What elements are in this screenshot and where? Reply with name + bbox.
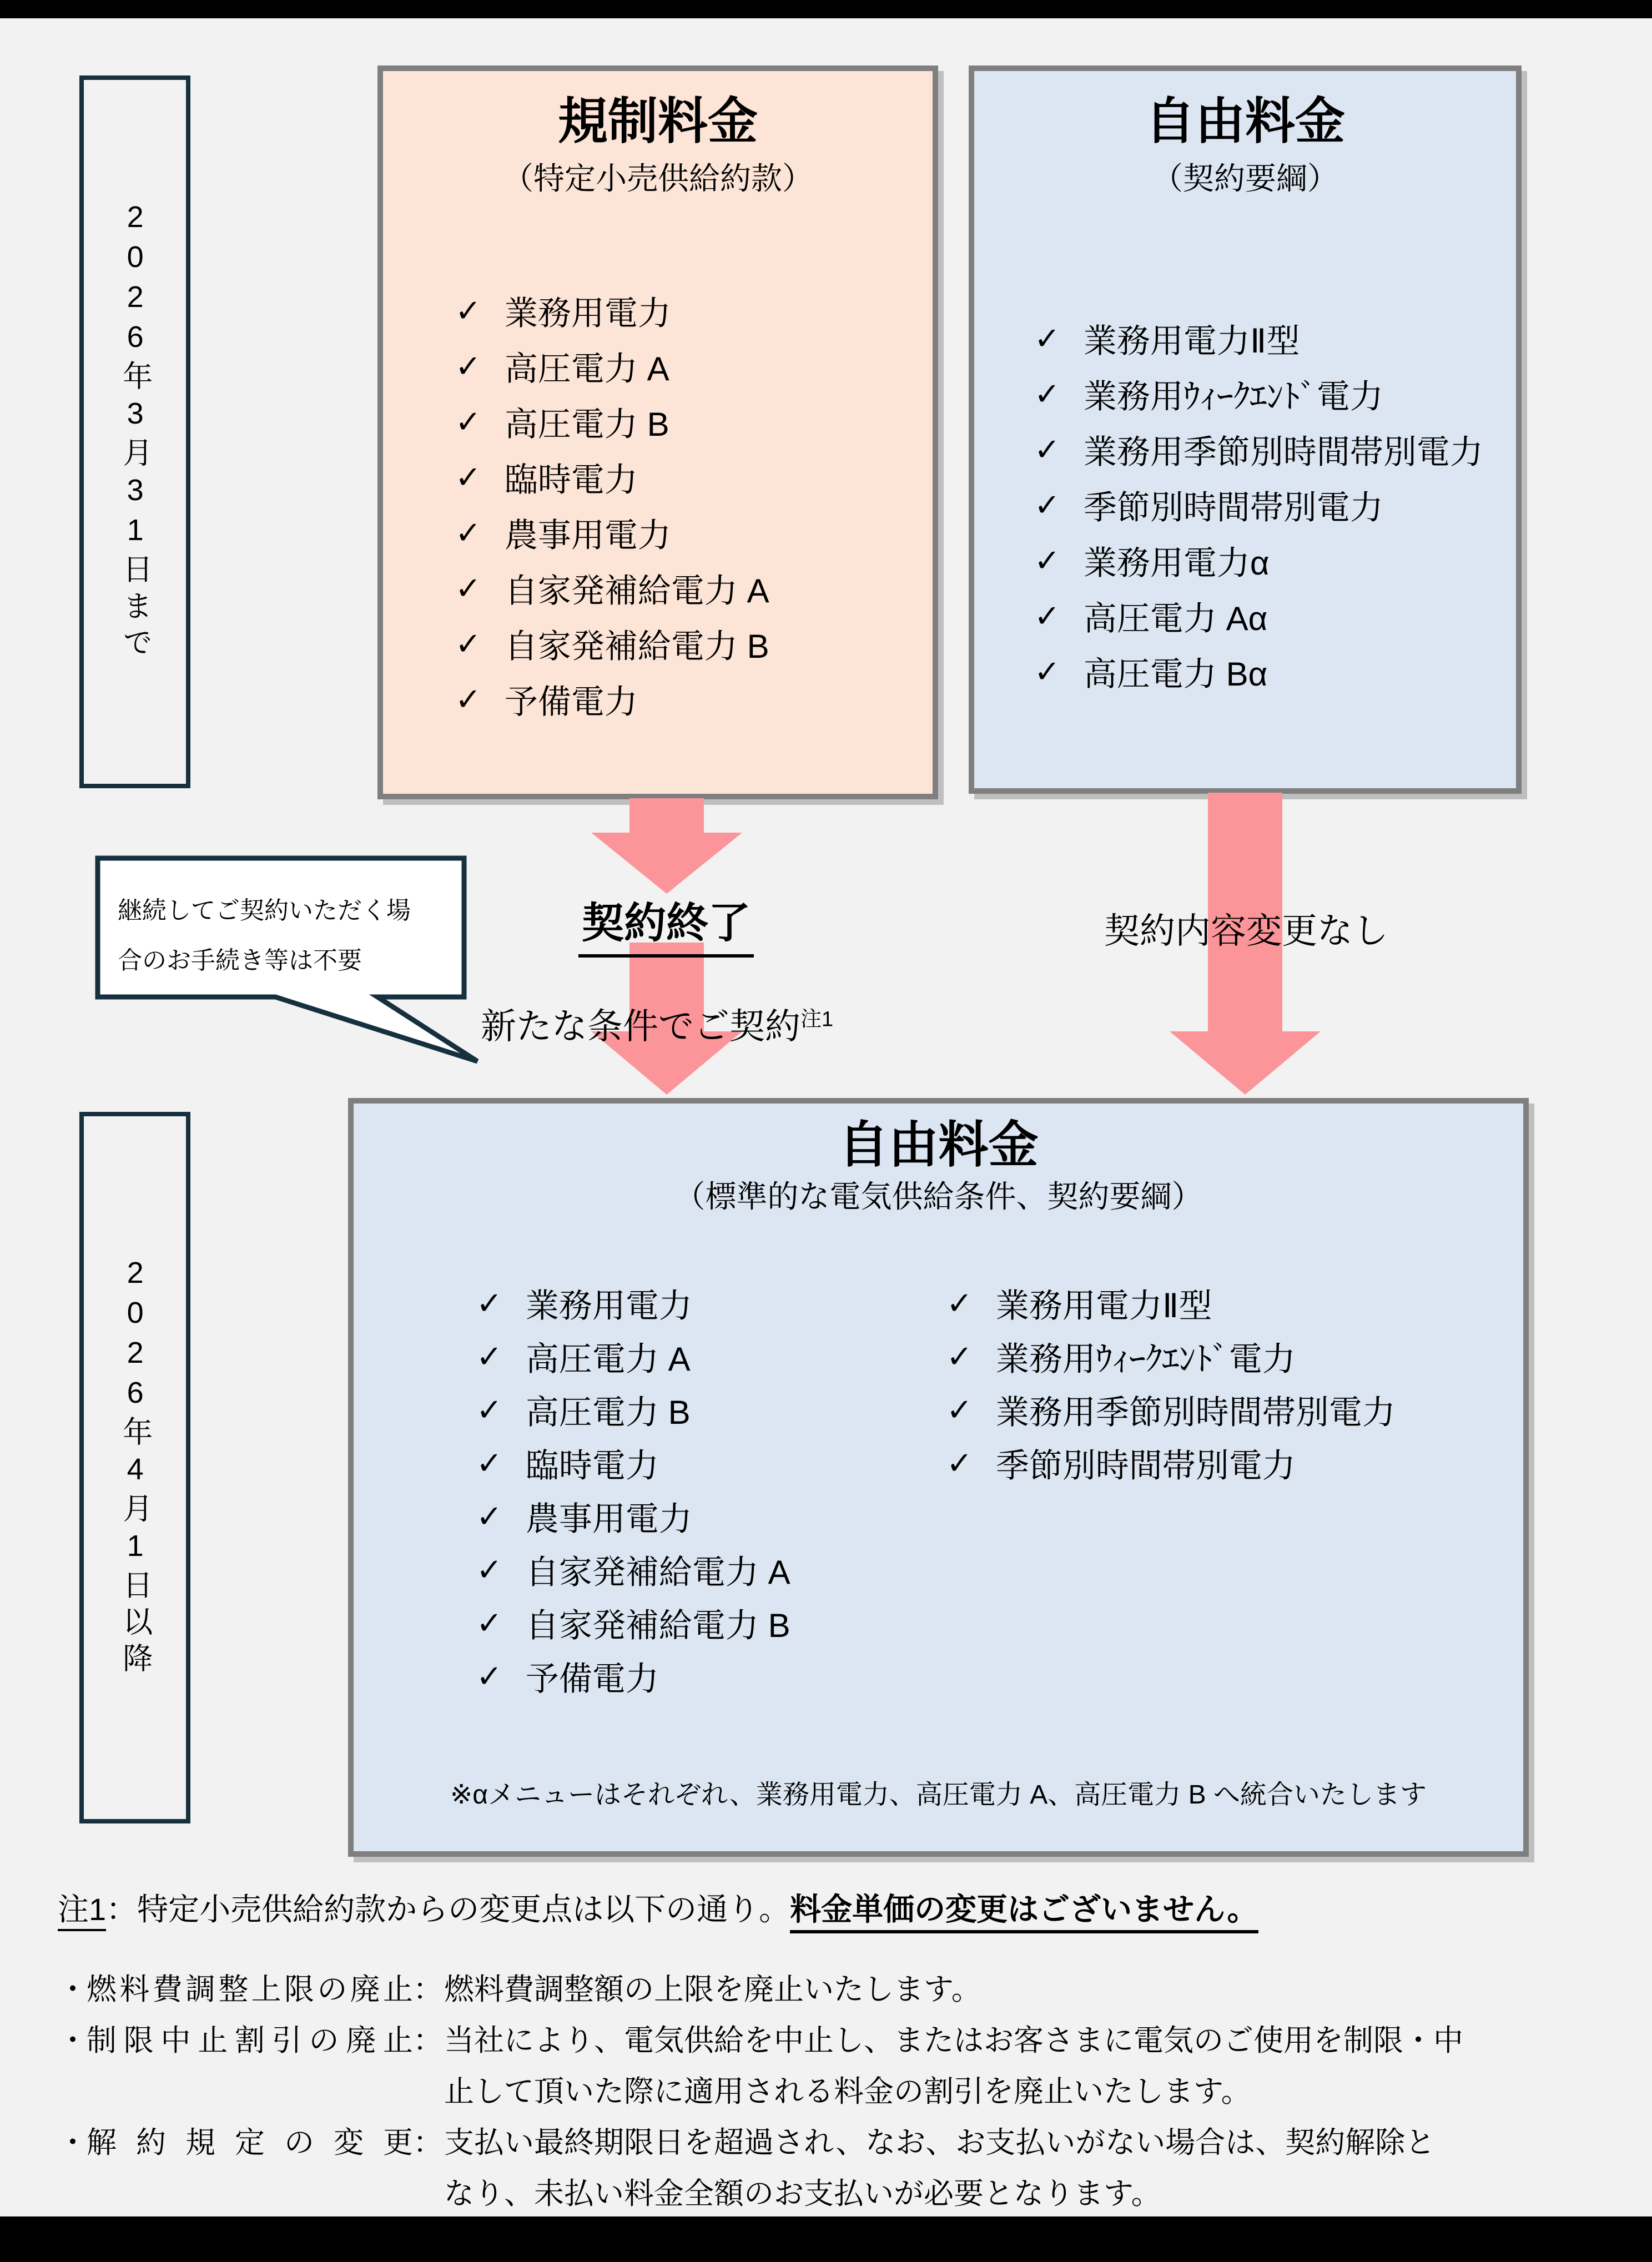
regulated-plan-list — [455, 283, 769, 727]
check-icon: ✓ — [476, 1499, 502, 1534]
plan-label: 農事用電力 — [525, 1500, 692, 1538]
plan-label: 予備電力 — [504, 683, 638, 721]
footnote-bullet — [58, 2117, 1618, 2219]
check-icon: ✓ — [1034, 598, 1060, 633]
plan-item — [1034, 422, 1483, 477]
merged-subtitle: （標準的な電気供給条件、契約要綱） — [674, 1179, 1203, 1214]
bottom-black-bar — [0, 2216, 1652, 2262]
regulated-price-box — [377, 66, 938, 799]
plan-label: 業務用電力α — [1083, 545, 1270, 582]
check-icon: ✓ — [1034, 543, 1060, 578]
plan-label: 季節別時間帯別電力 — [995, 1447, 1296, 1484]
plan-item — [1034, 533, 1483, 588]
free-subtitle: （契約要綱） — [1152, 161, 1338, 196]
contract-end-label — [544, 889, 788, 958]
check-icon: ✓ — [476, 1552, 502, 1587]
check-icon: ✓ — [455, 682, 481, 717]
check-icon: ✓ — [1034, 432, 1060, 467]
plan-label: 自家発補給電力 A — [504, 572, 769, 609]
bullet-colon: ： — [413, 2126, 443, 2159]
plan-label: 業務用電力Ⅱ型 — [1083, 323, 1300, 360]
bullet-dot: ・ — [58, 2024, 88, 2057]
plan-label: 業務用電力 — [504, 295, 671, 332]
timeline-after-box — [79, 1112, 190, 1823]
footnote-headline — [58, 1888, 1618, 1931]
merged-title: 自由料金 — [838, 1117, 1039, 1173]
plan-label: 業務用ｳｨｰｸｴﾝﾄﾞ電力 — [1083, 378, 1383, 415]
plan-label: 自家発補給電力 A — [525, 1554, 790, 1591]
bullet-colon: ： — [413, 1973, 443, 2006]
bullet-label: 燃料費調整上限の廃止 — [87, 1973, 413, 2006]
footnote-bullet — [58, 1964, 1618, 2015]
plan-label: 自家発補給電力 B — [525, 1607, 790, 1644]
free-title: 自由料金 — [1145, 94, 1345, 149]
plan-item — [946, 1277, 1396, 1330]
plan-label: 高圧電力 A — [525, 1341, 691, 1378]
check-icon: ✓ — [1034, 654, 1060, 689]
plan-label: 業務用電力 — [525, 1287, 692, 1324]
plan-label: 高圧電力 A — [504, 350, 669, 387]
new-conditions-text: 新たな条件でご契約 — [481, 1006, 800, 1046]
timeline-after-label: 2026年4月1日以降 — [118, 1256, 152, 1679]
bullet-label: 制限中止割引の廃止 — [87, 2024, 413, 2057]
plan-label: 業務用ｳｨｰｸｴﾝﾄﾞ電力 — [995, 1341, 1296, 1378]
plan-label: 高圧電力 Aα — [1083, 600, 1268, 637]
plan-item — [476, 1490, 790, 1543]
plan-label: 業務用電力Ⅱ型 — [995, 1287, 1212, 1324]
plan-item — [455, 450, 769, 505]
plan-item — [1034, 366, 1483, 422]
plan-label: 高圧電力 B — [525, 1394, 691, 1431]
check-icon: ✓ — [476, 1392, 502, 1427]
plan-label: 業務用季節別時間帯別電力 — [995, 1394, 1396, 1431]
bullet-dot: ・ — [58, 2126, 88, 2159]
check-icon: ✓ — [455, 626, 481, 661]
check-icon: ✓ — [946, 1445, 973, 1480]
plan-label: 農事用電力 — [504, 517, 671, 554]
bullet-dot: ・ — [58, 1973, 88, 2006]
plan-item — [946, 1330, 1396, 1383]
plan-item — [476, 1650, 790, 1703]
check-icon: ✓ — [946, 1339, 973, 1374]
plan-label: 高圧電力 B — [504, 406, 669, 443]
check-icon: ✓ — [476, 1445, 502, 1480]
bullet-label: 解約規定の変更 — [87, 2126, 413, 2159]
check-icon: ✓ — [476, 1605, 502, 1640]
plan-label: 高圧電力 Bα — [1083, 656, 1268, 693]
new-conditions-label — [481, 998, 833, 1049]
footnote-bullets — [58, 1964, 1618, 2219]
merged-right-plan-list — [946, 1277, 1396, 1490]
plan-item — [1034, 311, 1483, 366]
check-icon: ✓ — [1034, 376, 1060, 411]
plan-label: 季節別時間帯別電力 — [1083, 489, 1383, 526]
check-icon: ✓ — [946, 1286, 973, 1321]
regulated-down-arrow-top-icon — [591, 798, 742, 894]
bullet-colon: ： — [413, 2024, 443, 2057]
bullet-description: 当社により、電気供給を中止し、またはお客さまに電気のご使用を制限・中 止して頂いた際に適用される料金の割引を廃止いたします。 — [444, 2024, 1463, 2108]
plan-item — [455, 394, 769, 450]
check-icon: ✓ — [476, 1286, 502, 1321]
merged-left-plan-list — [476, 1277, 790, 1703]
top-black-bar — [0, 0, 1652, 18]
merged-free-price-box — [348, 1098, 1529, 1857]
plan-item — [476, 1383, 790, 1437]
plan-item — [476, 1543, 790, 1596]
plan-label: 自家発補給電力 B — [504, 628, 769, 665]
plan-item — [455, 505, 769, 561]
check-icon: ✓ — [946, 1392, 973, 1427]
check-icon: ✓ — [455, 571, 481, 606]
regulated-title: 規制料金 — [558, 94, 758, 149]
bullet-description: 燃料費調整額の上限を廃止いたします。 — [444, 1973, 981, 2006]
check-icon: ✓ — [1034, 321, 1060, 356]
plan-item — [455, 283, 769, 339]
check-icon: ✓ — [455, 293, 481, 328]
check-icon: ✓ — [455, 515, 481, 550]
check-icon: ✓ — [476, 1339, 502, 1374]
check-icon: ✓ — [476, 1659, 502, 1694]
regulated-subtitle: （特定小売供給約款） — [502, 161, 813, 196]
plan-item — [455, 339, 769, 394]
check-icon: ✓ — [1034, 487, 1060, 522]
free-price-box — [969, 66, 1522, 794]
free-plan-list — [1034, 311, 1483, 699]
footnote-ref: 注1 — [58, 1892, 106, 1931]
plan-item — [1034, 477, 1483, 533]
plan-item — [476, 1437, 790, 1490]
footnote-lead: ：特定小売供給約款からの変更点は以下の通り。 — [106, 1892, 790, 1927]
alpha-merge-note: ※αメニューはそれぞれ、業務用電力、高圧電力 A、高圧電力 B へ統合いたします — [450, 1780, 1427, 1810]
footnote-emphasis: 料金単価の変更はございません。 — [790, 1892, 1258, 1933]
plan-item — [1034, 588, 1483, 644]
footnote-ref-superscript: 注1 — [800, 1007, 834, 1031]
plan-label: 臨時電力 — [525, 1447, 659, 1484]
plan-item — [476, 1330, 790, 1383]
check-icon: ✓ — [455, 404, 481, 439]
footnote-section — [58, 1888, 1618, 2219]
bullet-description: 支払い最終期限日を超過され、なお、お支払いがない場合は、契約解除と なり、未払い料金全額のお支払いが必要となります。 — [444, 2126, 1436, 2210]
plan-label: 臨時電力 — [504, 461, 638, 498]
check-icon: ✓ — [455, 349, 481, 384]
footnote-bullet — [58, 2015, 1618, 2117]
timeline-before-box — [79, 75, 190, 788]
plan-label: 予備電力 — [525, 1660, 659, 1697]
plan-item — [476, 1596, 790, 1650]
contract-end-text: 契約終了 — [578, 889, 754, 958]
plan-item — [455, 616, 769, 672]
plan-item — [1034, 644, 1483, 699]
no-contract-change-label: 契約内容変更なし — [1104, 911, 1388, 951]
timeline-before-label: 2026年3月31日まで — [118, 200, 152, 663]
plan-item — [455, 672, 769, 727]
plan-item — [946, 1383, 1396, 1437]
check-icon: ✓ — [455, 460, 481, 495]
plan-item — [455, 561, 769, 616]
plan-label: 業務用季節別時間帯別電力 — [1083, 434, 1483, 471]
speech-bubble-text: 継続してご契約いただく場 合のお手続き等は不要 — [118, 897, 411, 974]
plan-item — [946, 1437, 1396, 1490]
plan-item — [476, 1277, 790, 1330]
